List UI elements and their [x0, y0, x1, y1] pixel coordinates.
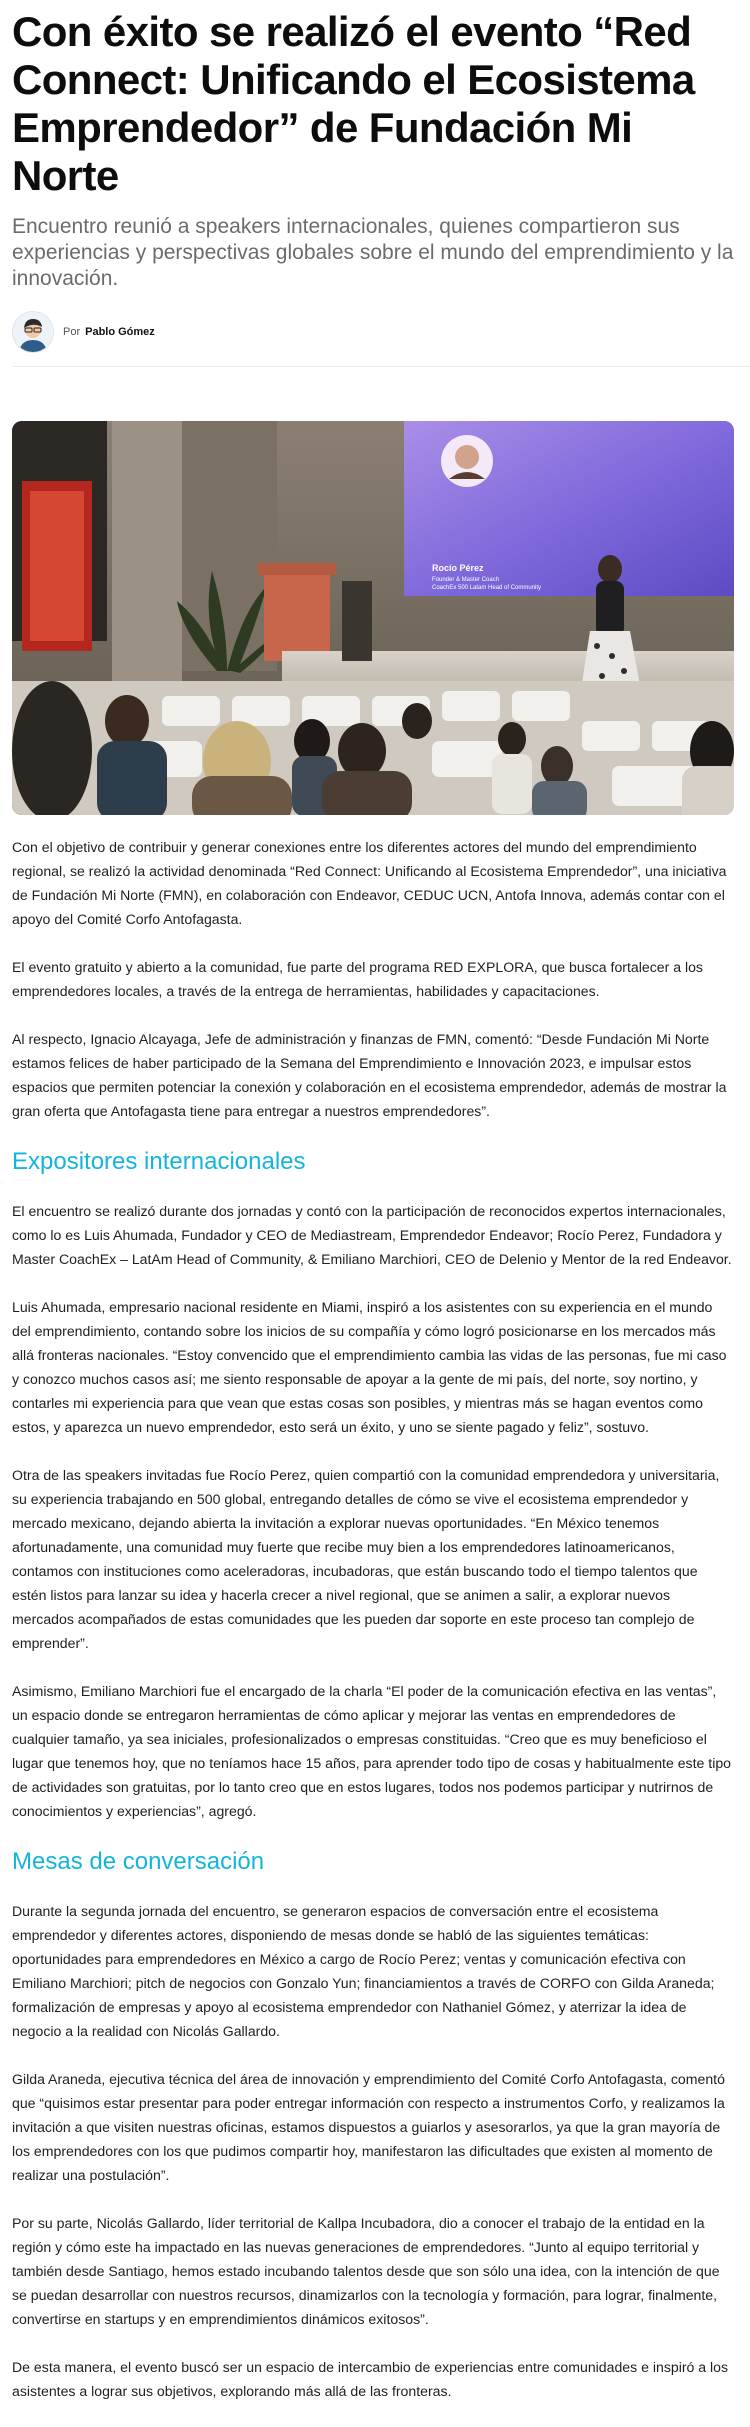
section-heading-mesas: Mesas de conversación: [12, 1848, 265, 1875]
article-title: Con éxito se realizó el evento “Red Connect: Unificando el Ecosistema Emprendedor” de Fundación Mi Norte: [12, 8, 695, 199]
article: [12, 0, 734, 2427]
hero-speaker-role-1: Founder & Master Coach: [432, 577, 500, 583]
paragraph-intro-2: El evento gratuito y abierto a la comunidad, fue parte del programa RED EXPLORA, que busca fortalecer a los emprendedores locales, a través de la entrega de herramientas, habilidades y capacitaciones.: [12, 959, 703, 999]
event-photo: [12, 421, 734, 815]
author-avatar[interactable]: [12, 311, 54, 353]
section-heading-expositores: Expositores internacionales: [12, 1148, 306, 1175]
article-subtitle: Encuentro reunió a speakers internacionales, quienes compartieron sus experiencias y perspectivas globales sobre el mundo del emprendimiento y la innovación.: [12, 215, 734, 290]
byline-prefix: Por: [63, 326, 81, 338]
paragraph-intro-1: Con el objetivo de contribuir y generar conexiones entre los diferentes actores del mundo del emprendimiento regional, se realizó la actividad denominada “Red Connect: Unificando al Ecosistema Emprendedor”, una iniciativa de Fundación Mi Norte (FMN), en colaboración con Endeavor, CEDUC UCN, Antofa Innova, además contar con el apoyo del Comité Corfo Antofagasta.: [12, 839, 727, 927]
paragraph-expositores-4: Asimismo, Emiliano Marchiori fue el encargado de la charla “El poder de la comunicación efectiva en las ventas”, un espacio donde se entregaron herramientas de cómo aplicar y mejorar las ventas en emprendedores de cualquier tamaño, ya sea iniciales, profesionalizados o empresas constituidas. “Creo que es muy beneficioso el lugar que tenemos hoy, que no teníamos hace 15 años, para aprender todo tipo de cosas y habitualmente este tipo de actividades son gratuitas, por lo tanto creo que en estos lugares, todos nos podemos participar y nutrirnos de conocimientos y experiencias”, agregó.: [12, 1683, 732, 1819]
paragraph-mesas-4: De esta manera, el evento buscó ser un espacio de intercambio de experiencias entre comunidades e inspiró a los asistentes a lograr sus objetivos, explorando más allá de las fronteras.: [12, 2359, 729, 2399]
hero-image: [12, 421, 734, 815]
paragraph-mesas-1: Durante la segunda jornada del encuentro, se generaron espacios de conversación entre el ecosistema emprendedor y diferentes actores, disponiendo de mesas donde se habló de las siguientes temáticas: oportunidades para emprendedores en México a cargo de Rocío Perez; ventas y comunicación efectiva con Emiliano Marchiori; pitch de negocios con Gonzalo Yun; financiamientos a través de CORFO con Gilda Araneda; formalización de empresas y apoyo al ecosistema emprendedor con Nathaniel Gómez, y aterrizar la idea de negocio a la realidad con Nicolás Gallardo.: [12, 1903, 715, 2039]
paragraph-expositores-2: Luis Ahumada, empresario nacional residente en Miami, inspiró a los asistentes con su experiencia en el mundo del emprendimiento, contando sobre los inicios de su compañía y cómo logró posicionarse en los mercados más allá fronteras nacionales. “Estoy convencido que el emprendimiento cambia las vidas de las personas, fue mi caso y conozco muchos casos así; me siento responsable de apoyar a la gente de mi país, del norte, soy nortino, y contarles mi experiencia para que vean que estas cosas son posibles, y mientras más se hagan eventos como estos, y aparezca un nuevo emprendedor, esto será un éxito, y uno se siente pagado y feliz”, sostuvo.: [12, 1299, 727, 1435]
author-name[interactable]: Pablo Gómez: [85, 326, 155, 338]
paragraph-mesas-3: Por su parte, Nicolás Gallardo, líder territorial de Kallpa Incubadora, dio a conocer el trabajo de la entidad en la región y cómo este ha impactado en las nuevas generaciones de emprendedores. “Junto al equipo territorial y también desde Santiago, hemos estado incubando talentos desde que son sólo una idea, con la intención de que se puedan desarrollar con nuestros recursos, dinamizarlos con la tecnología y formación, para lograr, finalmente, convertirse en startups y en emprendimientos dinámicos exitosos”.: [12, 2215, 720, 2327]
paragraph-mesas-2: Gilda Araneda, ejecutiva técnica del área de innovación y emprendimiento del Comité Corfo Antofagasta, comentó que “quisimos estar presentar para poder entregar información con respecto a instrumentos Corfo, y realizamos la invitación a que visiten nuestras oficinas, estamos dispuestos a guiarlos y asesorarlos, ya que la gran mayoría de los emprendedores con los que pudimos compartir hoy, manifestaron las dificultades que existen al momento de realizar una postulación”.: [12, 2071, 725, 2183]
paragraph-expositores-1: El encuentro se realizó durante dos jornadas y contó con la participación de reconocidos expertos internacionales, como lo es Luis Ahumada, Fundador y CEO de Mediastream, Emprendedor Endeavor; Rocío Perez, Fundadora y Master CoachEx – LatAm Head of Community, & Emiliano Marchiori, CEO de Delenio y Mentor de la red Endeavor.: [12, 1203, 732, 1267]
paragraph-intro-3: Al respecto, Ignacio Alcayaga, Jefe de administración y finanzas de FMN, comentó: “Desde Fundación Mi Norte estamos felices de haber participado de la Semana del Emprendimiento e Innovación 2023, e impulsar estos espacios que permiten potenciar la conexión y colaboración en el ecosistema emprendedor, además de mostrar la gran oferta que Antofagasta tiene para entregar a nuestros emprendedores”.: [12, 1031, 727, 1119]
article-body: [12, 835, 734, 2403]
hero-speaker-role-2: CoachEx 500 Latam Head of Community: [432, 585, 542, 591]
hero-speaker-name: Rocío Pérez: [432, 563, 484, 573]
header-divider: [12, 366, 750, 367]
avatar-illustration-icon: [13, 312, 53, 352]
byline: [12, 310, 734, 354]
paragraph-expositores-3: Otra de las speakers invitadas fue Rocío Perez, quien compartió con la comunidad emprendedora y universitaria, su experiencia trabajando en 500 global, entregando detalles de cómo se vive el ecosistema emprendedor y mercado mexicano, dejando abierta la invitación a explorar nuevas oportunidades. “En México tenemos afortunadamente, una comunidad muy fuerte que recibe muy bien a los emprendedores latinoamericanos, contamos con instituciones como aceleradoras, incubadoras, que están buscando todo el tiempo talentos que estén listos para lanzar su idea y hacerla crecer a nivel regional, que se animen a salir, a explorar nuevos mercados acompañados de estas comunidades que les pueden dar soporte en este proceso tan complejo de emprender”.: [12, 1467, 720, 1651]
